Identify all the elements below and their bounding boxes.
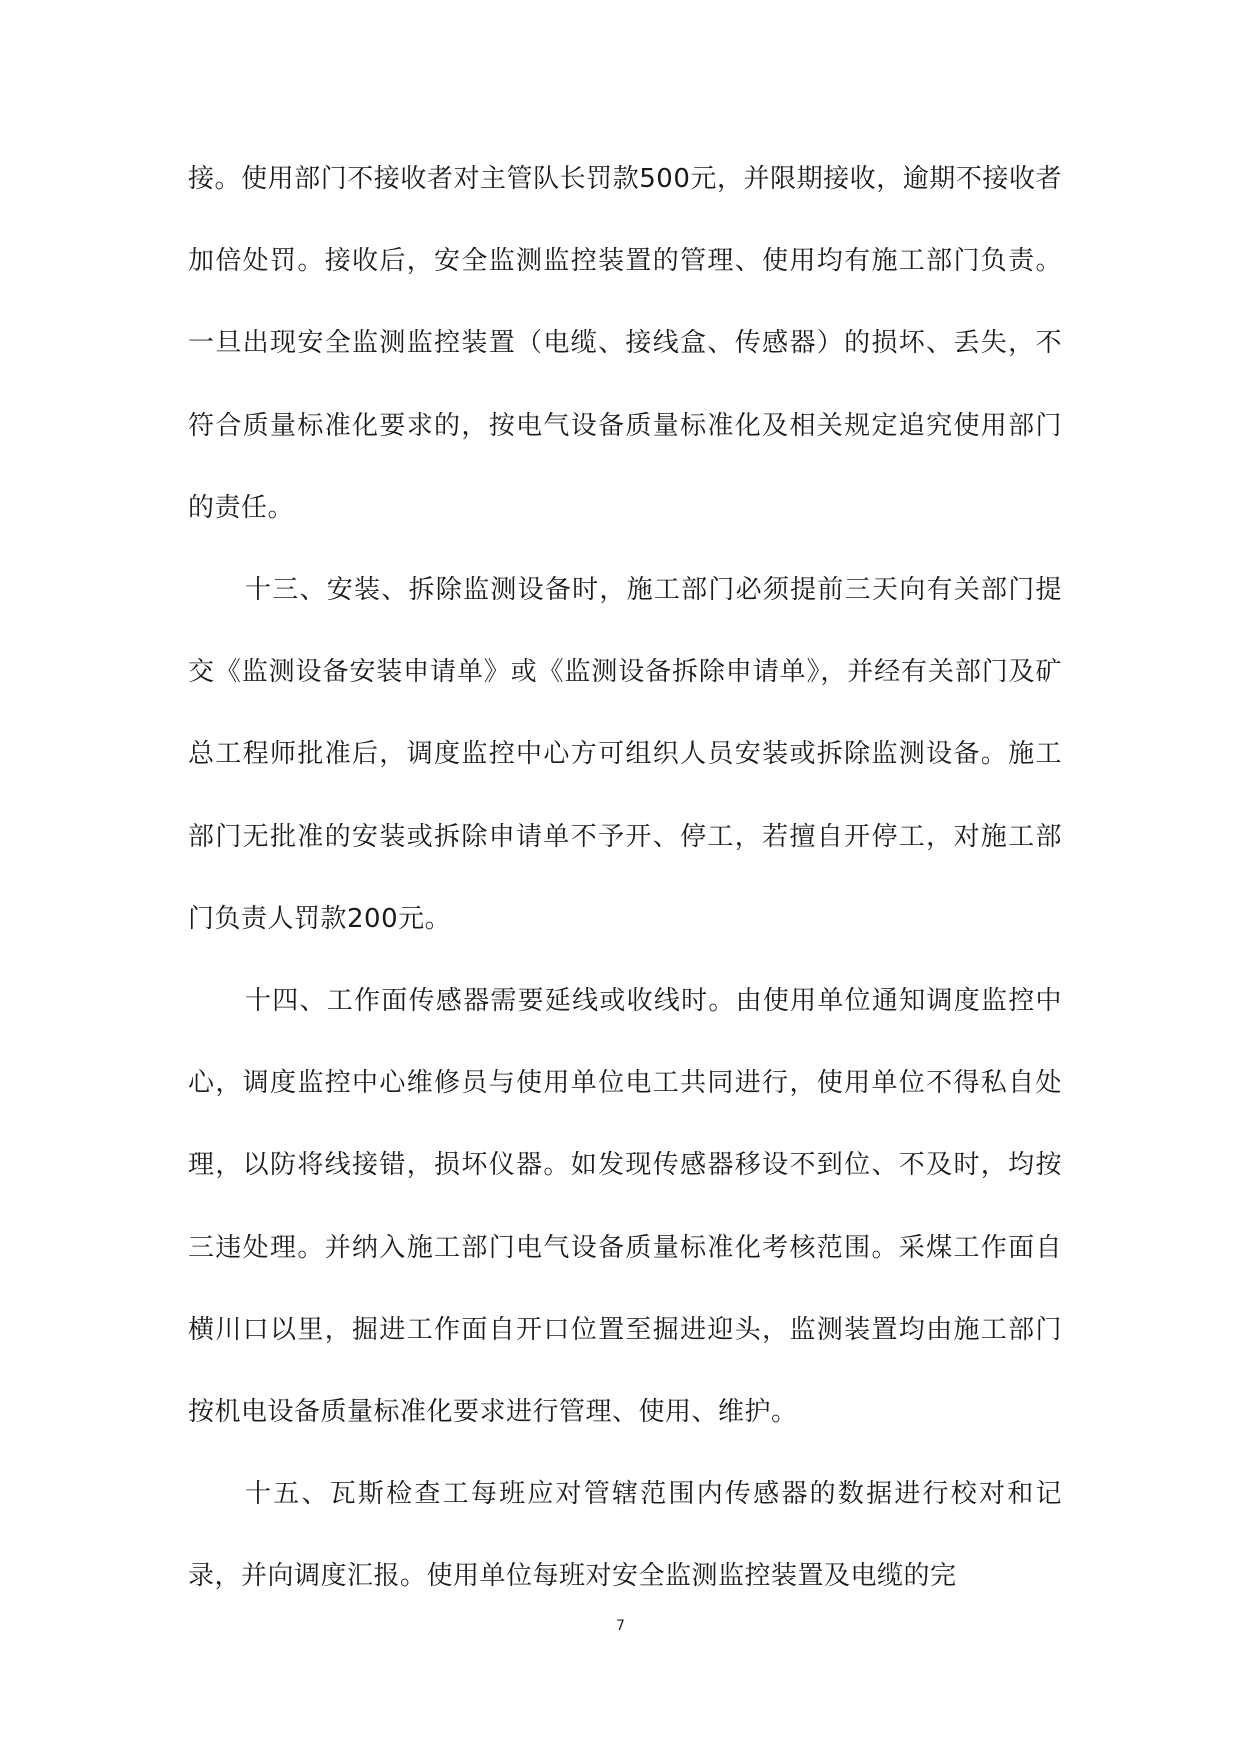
paragraph-item-14: 十四、工作面传感器需要延线或收线时。由使用单位通知调度监控中心，调度监控中心维修员与使用单位电工共同进行，使用单位不得私自处理，以防将线接错，损坏仪器。如发现传感器移设不到位、不及时，均按三违处理。并纳入施工部门电气设备质量标准化考核范围。采煤工作面自横川口以里，掘进工作面自开口位置至掘进迎头，监测装置均由施工部门按机电设备质量标准化要求进行管理、使用、维护。 (188, 986, 1062, 1428)
body-text (188, 138, 1062, 1618)
page-number: 7 (616, 1618, 625, 1634)
paragraph-item-13: 十三、安装、拆除监测设备时，施工部门必须提前三天向有关部门提交《监测设备安装申请单》或《监测设备拆除申请单》，并经有关部门及矿总工程师批准后，调度监控中心方可组织人员安装或拆除监测设备。施工部门无批准的安装或拆除申请单不予开、停工，若擅自开停工，对施工部门负责人罚款200元。 (188, 575, 1062, 934)
paragraph-item-15: 十五、瓦斯检查工每班应对管辖范围内传感器的数据进行校对和记录，并向调度汇报。使用单位每班对安全监测监控装置及电缆的完 (188, 1479, 1062, 1592)
paragraph-continuation: 接。使用部门不接收者对主管队长罚款500元，并限期接收，逾期不接收者加倍处罚。接收后，安全监测监控装置的管理、使用均有施工部门负责。一旦出现安全监测监控装置（电缆、接线盒、传感器）的损坏、丢失，不符合质量标准化要求的，按电气设备质量标准化及相关规定追究使用部门的责任。 (188, 164, 1062, 523)
